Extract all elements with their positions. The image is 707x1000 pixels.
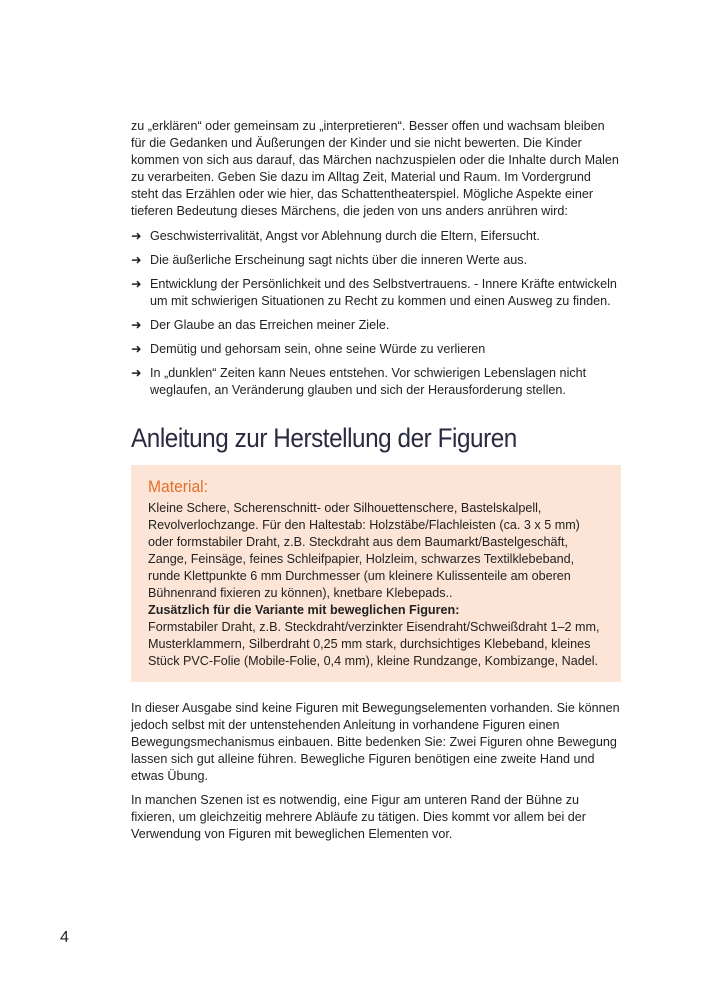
variant-title: Zusätzlich für die Variante mit beweglichen Figuren: — [148, 603, 460, 617]
arrow-icon: ➜ — [131, 318, 142, 332]
material-box — [131, 465, 621, 682]
arrow-icon: ➜ — [131, 342, 142, 356]
body-paragraph: In dieser Ausgabe sind keine Figuren mit Bewegungselementen vorhanden. Sie können jedoch selbst mit der untenstehenden Anleitung in vorhandene Figuren einen Bewegungsmechanismus einbauen. Bitte bedenken Sie: Zwei Figuren ohne Bewegung lassen sich gut alleine führen. Bewegliche Figuren benötigen eine zweite Hand und etwas Übung. — [131, 701, 620, 783]
material-text: Kleine Schere, Scherenschnitt- oder Silhouettenschere, Bastelskalpell, Revolverlochzange. Für den Haltestab: Holzstäbe/Flachleisten (ca. 3 x 5 mm) oder formstabiler Draht, z.B. Steckdraht aus dem Baumarkt/Bastelgeschäft, Zange, Feinsäge, feines Schleifpapier, Holzleim, schwarzes Textilklebeband, runde Klettpunkte 6 mm Durchmesser (um kleinere Kulissenteile am oberen Bühnenrand fixieren zu können), knetbare Klebepads.. — [148, 501, 580, 600]
list-item-text: Geschwisterrivalität, Angst vor Ablehnung durch die Eltern, Eifersucht. — [150, 229, 540, 243]
section-heading: Anleitung zur Herstellung der Figuren — [131, 423, 517, 453]
list-item — [131, 228, 621, 245]
arrow-icon: ➜ — [131, 277, 142, 291]
list-item-text: Entwicklung der Persönlichkeit und des Selbstvertrauens. - Innere Kräfte entwickeln um mit schwierigen Situationen zu Recht zu kommen und einen Ausweg zu finden. — [150, 277, 617, 308]
list-item-text: In „dunklen“ Zeiten kann Neues entstehen. Vor schwierigen Lebenslagen nicht weglaufen, an Veränderung glauben und sich der Herausforderung stellen. — [150, 366, 587, 397]
page-number: 4 — [60, 929, 69, 946]
list-item — [131, 341, 621, 358]
list-item-text: Die äußerliche Erscheinung sagt nichts über die inneren Werte aus. — [150, 253, 528, 267]
page-content — [131, 118, 621, 850]
arrow-icon: ➜ — [131, 253, 142, 267]
intro-paragraph: zu „erklären“ oder gemeinsam zu „interpretieren“. Besser offen und wachsam bleiben für die Gedanken und Äußerungen der Kinder und sie nicht bewerten. Die Kinder kommen von sich aus darauf, das Märchen nachzuspielen oder die Inhalte durch Malen zu verarbeiten. Geben Sie dazu im Alltag Zeit, Material und Raum. Im Vordergrund steht das Erzählen oder wie hier, das Schattentheaterspiel. Mögliche Aspekte einer tieferen Bedeutung dieses Märchens, die jeden von uns anders anrühren wird: — [131, 119, 619, 218]
variant-text: Formstabiler Draht, z.B. Steckdraht/verzinkter Eisendraht/Schweißdraht 1–2 mm, Musterklammern, Silberdraht 0,25 mm stark, durchsichtiges Klebeband, kleines Stück PVC-Folie (Mobile-Folie, 0,4 mm), kleine Rundzange, Kombizange, Nadel. — [148, 620, 600, 668]
list-item-text: Der Glaube an das Erreichen meiner Ziele. — [150, 318, 390, 332]
material-title: Material: — [148, 477, 208, 496]
list-item — [131, 365, 621, 399]
list-item — [131, 252, 621, 269]
list-item — [131, 276, 621, 310]
list-item-text: Demütig und gehorsam sein, ohne seine Würde zu verlieren — [150, 342, 486, 356]
aspects-list — [131, 228, 621, 399]
body-paragraph: In manchen Szenen ist es notwendig, eine Figur am unteren Rand der Bühne zu fixieren, um gleichzeitig mehrere Abläufe zu tätigen. Dies kommt vor allem bei der Verwendung von Figuren mit beweglichen Elementen vor. — [131, 793, 586, 841]
arrow-icon: ➜ — [131, 366, 142, 380]
arrow-icon: ➜ — [131, 229, 142, 243]
list-item — [131, 317, 621, 334]
